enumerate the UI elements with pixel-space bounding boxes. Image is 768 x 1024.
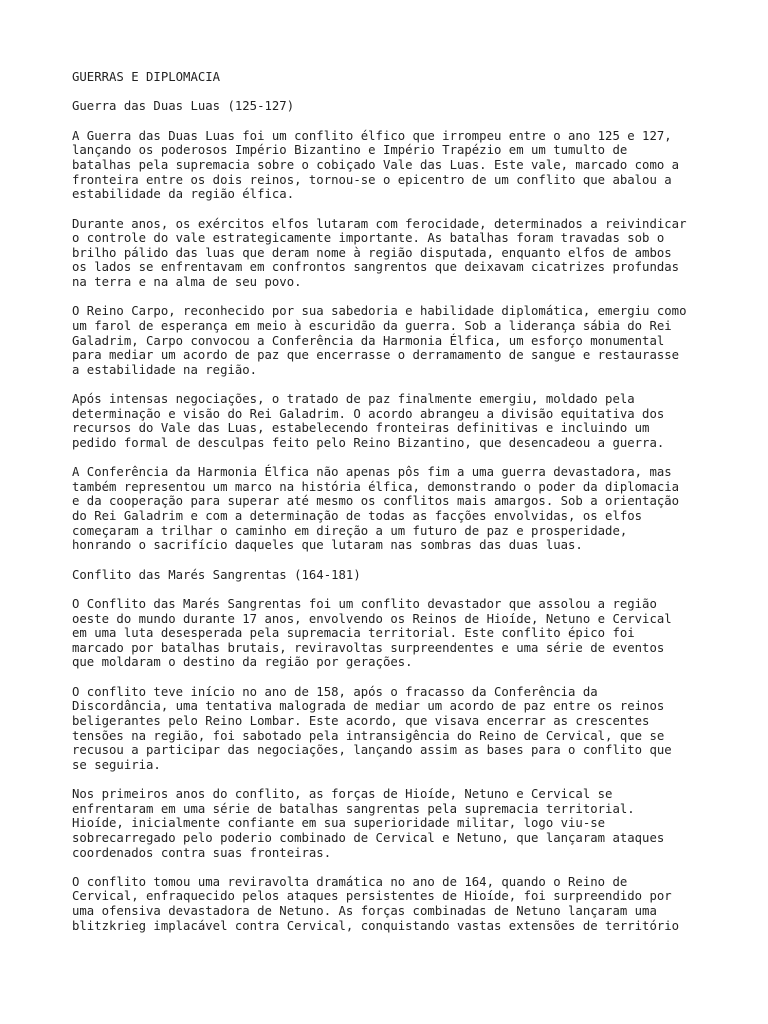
- text-line: tensões na região, foi sabotado pela intransigência do Reino de Cervical, que se: [72, 728, 665, 743]
- block-spacer: [72, 772, 712, 787]
- paragraph: [72, 129, 712, 202]
- block-spacer: [72, 553, 712, 568]
- text-line: uma ofensiva devastadora de Netuno. As forças combinadas de Netuno lançaram uma: [72, 904, 657, 919]
- text-line: O Conflito das Marés Sangrentas foi um conflito devastador que assolou a região: [72, 597, 657, 611]
- paragraph: [72, 217, 712, 290]
- text-line: se seguiria.: [72, 757, 161, 772]
- text-line: recusou a participar das negociações, lançando assim as bases para o conflito que: [72, 743, 672, 758]
- text-line: Guerra das Duas Luas (125-127): [72, 99, 295, 114]
- text-line: fronteira entre os dois reinos, tornou-se o epicentro de um conflito que abalou a: [72, 172, 672, 187]
- document-page: [72, 70, 712, 933]
- paragraph: [72, 304, 712, 377]
- text-line: estabilidade da região élfica.: [72, 187, 295, 202]
- document-title: [72, 70, 712, 85]
- block-spacer: [72, 450, 712, 465]
- text-line: lançando os poderosos Império Bizantino e Império Trapézio em um tumulto de: [72, 143, 628, 158]
- paragraph: [72, 787, 712, 860]
- text-line: a estabilidade na região.: [72, 362, 258, 377]
- block-spacer: [72, 290, 712, 305]
- text-line: Durante anos, os exércitos elfos lutaram com ferocidade, determinados a reivindicar: [72, 216, 687, 231]
- text-line: que moldaram o destino da região por gerações.: [72, 655, 413, 670]
- text-line: Cervical, enfraquecido pelos ataques persistentes de Hioíde, foi surpreendido por: [72, 889, 672, 904]
- text-line: coordenados contra suas fronteiras.: [72, 845, 332, 860]
- text-line: Conflito das Marés Sangrentas (164-181): [72, 567, 361, 582]
- text-line: marcado por batalhas brutais, reviravoltas surpreendentes e uma série de eventos: [72, 640, 665, 655]
- paragraph: [72, 392, 712, 450]
- text-line: um farol de esperança em meio à escuridão da guerra. Sob a liderança sábia do Rei: [72, 318, 672, 333]
- block-spacer: [72, 670, 712, 685]
- paragraph: [72, 685, 712, 773]
- block-spacer: [72, 114, 712, 129]
- text-line: Após intensas negociações, o tratado de paz finalmente emergiu, moldado pela: [72, 392, 635, 407]
- text-line: também representou um marco na história élfica, demonstrando o poder da diplomacia: [72, 479, 680, 494]
- block-spacer: [72, 860, 712, 875]
- text-line: oeste do mundo durante 17 anos, envolvendo os Reinos de Hioíde, Netuno e Cervical: [72, 611, 672, 626]
- text-line: do Rei Galadrim e com a determinação de todas as facções envolvidas, os elfos: [72, 509, 643, 524]
- text-line: para mediar um acordo de paz que encerrasse o derramamento de sangue e restaurasse: [72, 348, 680, 363]
- text-line: O conflito tomou uma reviravolta dramática no ano de 164, quando o Reino de: [72, 874, 628, 889]
- block-spacer: [72, 377, 712, 392]
- paragraph: [72, 597, 712, 670]
- text-line: determinação e visão do Rei Galadrim. O acordo abrangeu a divisão equitativa dos: [72, 406, 665, 421]
- text-line: honrando o sacrifício daqueles que lutaram nas sombras das duas luas.: [72, 538, 583, 553]
- text-line: A Guerra das Duas Luas foi um conflito élfico que irrompeu entre o ano 125 e 127,: [72, 128, 672, 143]
- text-line: O conflito teve início no ano de 158, após o fracasso da Conferência da: [72, 684, 598, 699]
- text-line: beligerantes pelo Reino Lombar. Este acordo, que visava encerrar as crescentes: [72, 713, 650, 728]
- block-spacer: [72, 582, 712, 597]
- section-title: [72, 568, 712, 583]
- text-line: começaram a trilhar o caminho em direção a um futuro de paz e prosperidade,: [72, 523, 628, 538]
- text-line: enfrentaram em uma série de batalhas sangrentas pela supremacia territorial.: [72, 801, 635, 816]
- block-spacer: [72, 202, 712, 217]
- text-line: Hioíde, inicialmente confiante em sua superioridade militar, logo viu-se: [72, 816, 606, 831]
- text-line: e da cooperação para superar até mesmo os conflitos mais amargos. Sob a orientação: [72, 494, 680, 509]
- text-line: O Reino Carpo, reconhecido por sua sabedoria e habilidade diplomática, emergiu como: [72, 304, 687, 319]
- text-line: Discordância, uma tentativa malograda de mediar um acordo de paz entre os reinos: [72, 699, 665, 714]
- text-line: o controle do vale estrategicamente importante. As batalhas foram travadas sob o: [72, 231, 665, 246]
- text-line: os lados se enfrentavam em confrontos sangrentos que deixavam cicatrizes profundas: [72, 260, 680, 275]
- text-line: blitzkrieg implacável contra Cervical, conquistando vastas extensões de território: [72, 918, 680, 933]
- block-spacer: [72, 85, 712, 100]
- text-line: Galadrim, Carpo convocou a Conferência da Harmonia Élfica, um esforço monumental: [72, 333, 665, 348]
- text-line: Nos primeiros anos do conflito, as forças de Hioíde, Netuno e Cervical se: [72, 787, 613, 802]
- text-line: na terra e na alma de seu povo.: [72, 274, 302, 289]
- text-line: batalhas pela supremacia sobre o cobiçado Vale das Luas. Este vale, marcado como a: [72, 157, 680, 172]
- text-line: recursos do Vale das Luas, estabelecendo fronteiras definitivas e incluindo um: [72, 421, 650, 436]
- paragraph: [72, 875, 712, 933]
- text-line: em uma luta desesperada pela supremacia territorial. Este conflito épico foi: [72, 626, 635, 641]
- section-title: [72, 99, 712, 114]
- text-line: pedido formal de desculpas feito pelo Reino Bizantino, que desencadeou a guerra.: [72, 435, 665, 450]
- text-line: A Conferência da Harmonia Élfica não apenas pôs fim a uma guerra devastadora, mas: [72, 465, 672, 480]
- text-line: GUERRAS E DIPLOMACIA: [72, 70, 221, 84]
- paragraph: [72, 465, 712, 553]
- text-line: brilho pálido das luas que deram nome à região disputada, enquanto elfos de ambos: [72, 245, 672, 260]
- text-line: sobrecarregado pelo poderio combinado de Cervical e Netuno, que lançaram ataques: [72, 830, 665, 845]
